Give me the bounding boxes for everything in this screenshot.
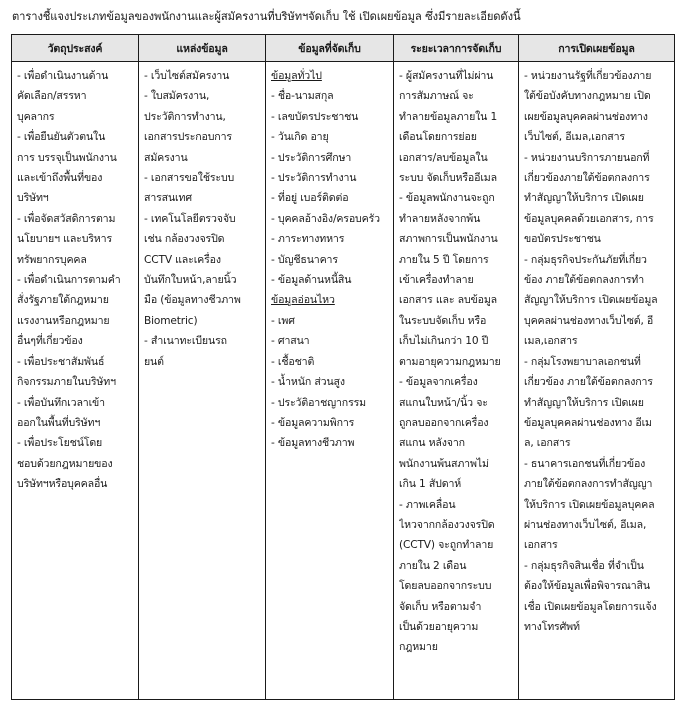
cell-line: - น้ำหนัก ส่วนสูง [271, 376, 345, 389]
cell-line: ภายใน 5 ปี โดยการ [399, 253, 489, 266]
cell-line: ในระบบจัดเก็บ หรือ [399, 314, 487, 327]
cell-line: แรงงานหรือกฎหมาย [17, 314, 110, 327]
cell-line: - บัญชีธนาคาร [271, 253, 338, 266]
cell-line: ถูกลบออกจากเครื่อง [399, 416, 489, 429]
cell-line: คัดเลือก/สรรหา [17, 90, 87, 103]
cell-line: ประวัติการทำงาน, [144, 110, 226, 123]
cell-line: การ บรรจุเป็นพนักงาน [17, 151, 117, 164]
cell-line: การสัมภาษณ์ จะ [399, 90, 474, 103]
cell-line: บุคลากร [17, 110, 55, 123]
cell-line: เดือนโดยการย่อย [399, 131, 477, 144]
cell-line: ภายใต้ข้อตกลงการทำสัญญา [524, 478, 653, 491]
cell-line: เผยข้อมูลบุคคลผ่านช่องทาง [524, 110, 648, 123]
cell-line: ทางโทรศัพท์ [524, 620, 580, 633]
cell-line: เอกสารประกอบการ [144, 131, 232, 144]
cell-line: (CCTV) จะถูกทำลาย [399, 539, 494, 552]
cell-line: - ประวัติการศึกษา [271, 151, 352, 164]
cell-line: ตามอายุความกฎหมาย [399, 355, 501, 368]
cell-line: บันทึกใบหน้า,ลายนิ้ว [144, 274, 237, 287]
cell-line: - ที่อยู่ เบอร์ติดต่อ [271, 192, 349, 205]
cell-line: - วันเกิด อายุ [271, 131, 329, 144]
cell-line: - เพื่อยืนยันตัวตนใน [17, 131, 106, 144]
header-disclosure: การเปิดเผยข้อมูล [519, 35, 675, 62]
cell-line: อื่นๆที่เกี่ยวข้อง [17, 335, 83, 348]
cell-line: สแกน หลังจาก [399, 437, 465, 450]
cell-line: - เพื่อจัดสวัสดิการตาม [17, 212, 116, 225]
cell-line: เมล,เอกสาร [524, 335, 578, 348]
cell-line: นโยบายฯ และบริหาร [17, 233, 112, 246]
cell-line: เก็บไม่เกินกว่า 10 ปี [399, 335, 489, 348]
cell-line: เป็นด้วยอายุความ [399, 620, 479, 633]
cell-line: บุคคลผ่านช่องทางเว็บไซต์, อี [524, 314, 654, 327]
cell-line: พนักงานพ้นสภาพไม่ [399, 457, 489, 470]
cell-line: ทำลายข้อมูลภายใน 1 [399, 110, 498, 123]
cell-line: เว็บไซต์, อีเมล,เอกสาร [524, 131, 625, 144]
cell-line: - กลุ่มธุรกิจสินเชื่อ ที่จำเป็น [524, 559, 644, 572]
cell-line: - บุคคลอ้างอิง/ครอบครัว [271, 212, 380, 225]
cell-line: สภาพการเป็นพนักงาน [399, 233, 498, 246]
cell-line: สารสนเทศ [144, 192, 192, 205]
cell-line: ข้อมูลบุคคลผ่านช่องทาง อีเม [524, 416, 652, 429]
cell-line: สั่งรัฐภายใต้กฎหมาย [17, 294, 109, 307]
cell-line: - เพื่อประชาสัมพันธ์ [17, 355, 105, 368]
cell-line: - กลุ่มธุรกิจประกันภัยที่เกี่ยว [524, 253, 647, 266]
header-retention-period: ระยะเวลาการจัดเก็บ [394, 35, 519, 62]
cell-line: - เทคโนโลยีตรวจจับ [144, 212, 236, 225]
cell-line: และเข้าถึงพื้นที่ของ [17, 172, 103, 185]
cell-line: ทรัพยากรบุคคล [17, 253, 87, 266]
cell-line: - หน่วยงานรัฐที่เกี่ยวข้องภาย [524, 70, 652, 82]
cell-line: ล, เอกสาร [524, 437, 571, 450]
cell-line: - ศาสนา [271, 335, 310, 348]
cell-line: ทำสัญญาให้บริการ เปิดเผย [524, 396, 644, 409]
header-source: แหล่งข้อมูล [139, 35, 266, 62]
cell-line: - ภาระทางทหาร [271, 233, 345, 246]
header-purpose: วัตถุประสงค์ [12, 35, 139, 62]
cell-line: - ใบสมัครงาน, [144, 90, 210, 103]
cell-line: โดยลบออกจากระบบ [399, 580, 492, 593]
cell-line: ให้บริการ เปิดเผยข้อมูลบุคคล [524, 498, 655, 511]
cell-line: ยนต์ [144, 355, 164, 368]
cell-line: มือ (ข้อมูลทางชีวภาพ [144, 294, 241, 307]
table-row [12, 62, 675, 700]
cell-line: เอกสาร [524, 539, 558, 552]
cell-line: ขอบัตรประชาชน [524, 233, 601, 246]
cell-line: - หน่วยงานบริการภายนอกที่ [524, 151, 650, 164]
cell-line: - เพื่อดำเนินงานด้าน [17, 70, 109, 82]
cell-line: - ประวัติการทำงาน [271, 172, 357, 185]
cell-line: สมัครงาน [144, 151, 188, 164]
header-data-collected: ข้อมูลที่จัดเก็บ [266, 35, 394, 62]
cell-line: - เพศ [271, 314, 295, 327]
cell-retention-period [394, 62, 519, 700]
cell-line: - ข้อมูลความพิการ [271, 416, 355, 429]
cell-line: ผ่านช่องทางเว็บไซต์, อีเมล, [524, 518, 647, 531]
section-heading: ข้อมูลอ่อนไหว [271, 294, 335, 307]
cell-line: เกี่ยวข้องภายใต้ข้อตกลงการ [524, 172, 650, 185]
cell-line: - ผู้สมัครงานที่ไม่ผ่าน [399, 70, 494, 82]
cell-line: - เว็บไซต์สมัครงาน [144, 70, 230, 82]
cell-line: กิจกรรมภายในบริษัทฯ [17, 376, 116, 389]
cell-line: - ธนาคารเอกชนที่เกี่ยวข้อง [524, 457, 646, 470]
cell-line: บริษัทฯ [17, 192, 49, 205]
cell-line: - เลขบัตรประชาชน [271, 110, 359, 123]
cell-line: ทำสัญญาให้บริการ เปิดเผย [524, 192, 644, 205]
cell-line: - ข้อมูลทางชีวภาพ [271, 437, 355, 450]
cell-line: - เพื่อบันทึกเวลาเข้า [17, 396, 105, 409]
cell-line: - ประวัติอาชญากรรม [271, 396, 366, 409]
cell-line: เอกสาร/ลบข้อมูลใน [399, 151, 488, 164]
cell-line: เอกสาร และ ลบข้อมูล [399, 294, 497, 307]
cell-line: บริษัทฯหรือบุคคลอื่น [17, 478, 108, 491]
cell-line: ทำลายหลังจากพ้น [399, 212, 481, 225]
cell-line: เกิน 1 สัปดาห์ [399, 478, 462, 491]
cell-line: - เพื่อประโยชน์โดย [17, 437, 103, 450]
cell-line: สัญญาให้บริการ เปิดเผยข้อมูล [524, 294, 658, 307]
personal-data-table [11, 34, 675, 700]
cell-data-collected [266, 62, 394, 700]
cell-line: ต้องให้ข้อมูลเพื่อพิจารณาสิน [524, 580, 650, 593]
cell-line: CCTV และเครื่อง [144, 253, 221, 266]
cell-disclosure [519, 62, 675, 700]
cell-line: เกี่ยวข้อง ภายใต้ข้อตกลงการ [524, 376, 653, 389]
cell-source [139, 62, 266, 700]
cell-line: ไหวจากกล้องวงจรปิด [399, 518, 495, 531]
cell-line: - เพื่อดำเนินการตามคำ [17, 274, 121, 287]
section-heading: ข้อมูลทั่วไป [271, 70, 322, 82]
cell-line: กฎหมาย [399, 641, 438, 654]
cell-line: Biometric) [144, 314, 198, 327]
cell-purpose [12, 62, 139, 700]
intro-text: ตารางชี้แจงประเภทข้อมูลของพนักงานและผู้สมัครงานที่บริษัทฯจัดเก็บ ใช้ เปิดเผยข้อมูล ซึ่งมีรายละเอียดดังนี้ [12, 10, 521, 23]
cell-line: - สำเนาทะเบียนรถ [144, 335, 227, 348]
table-header-row [12, 35, 675, 62]
cell-line: เช่น กล้องวงจรปิด [144, 233, 225, 246]
cell-line: ออกในพื้นที่บริษัทฯ [17, 416, 101, 429]
cell-line: จัดเก็บ หรือตามจำ [399, 600, 482, 613]
cell-line: - ข้อมูลจากเครื่อง [399, 376, 478, 389]
cell-line: ข้อมูลบุคคลด้วยเอกสาร, การ [524, 212, 654, 225]
cell-line: เข้าเครื่องทำลาย [399, 274, 474, 287]
cell-line: เชื่อ เปิดเผยข้อมูลโดยการแจ้ง [524, 600, 657, 613]
cell-line: - ข้อมูลด้านหนี้สิน [271, 274, 352, 287]
cell-line: - ชื่อ-นามสกุล [271, 90, 334, 103]
cell-line: - ภาพเคลื่อน [399, 498, 456, 511]
cell-line: ข้อง ภายใต้ข้อตกลงการทำ [524, 274, 645, 287]
cell-line: ระบบ จัดเก็บหรืออีเมล [399, 172, 497, 185]
cell-line: สแกนใบหน้า/นิ้ว จะ [399, 396, 488, 409]
cell-line: ใต้ข้อบังคับทางกฎหมาย เปิด [524, 90, 651, 103]
cell-line: ชอบด้วยกฎหมายของ [17, 457, 113, 470]
cell-line: - เอกสารขอใช้ระบบ [144, 172, 235, 185]
cell-line: - กลุ่มโรงพยาบาลเอกชนที่ [524, 355, 641, 368]
cell-line: ภายใน 2 เดือน [399, 559, 467, 572]
cell-line: - ข้อมูลพนักงานจะถูก [399, 192, 495, 205]
cell-line: - เชื้อชาติ [271, 355, 315, 368]
